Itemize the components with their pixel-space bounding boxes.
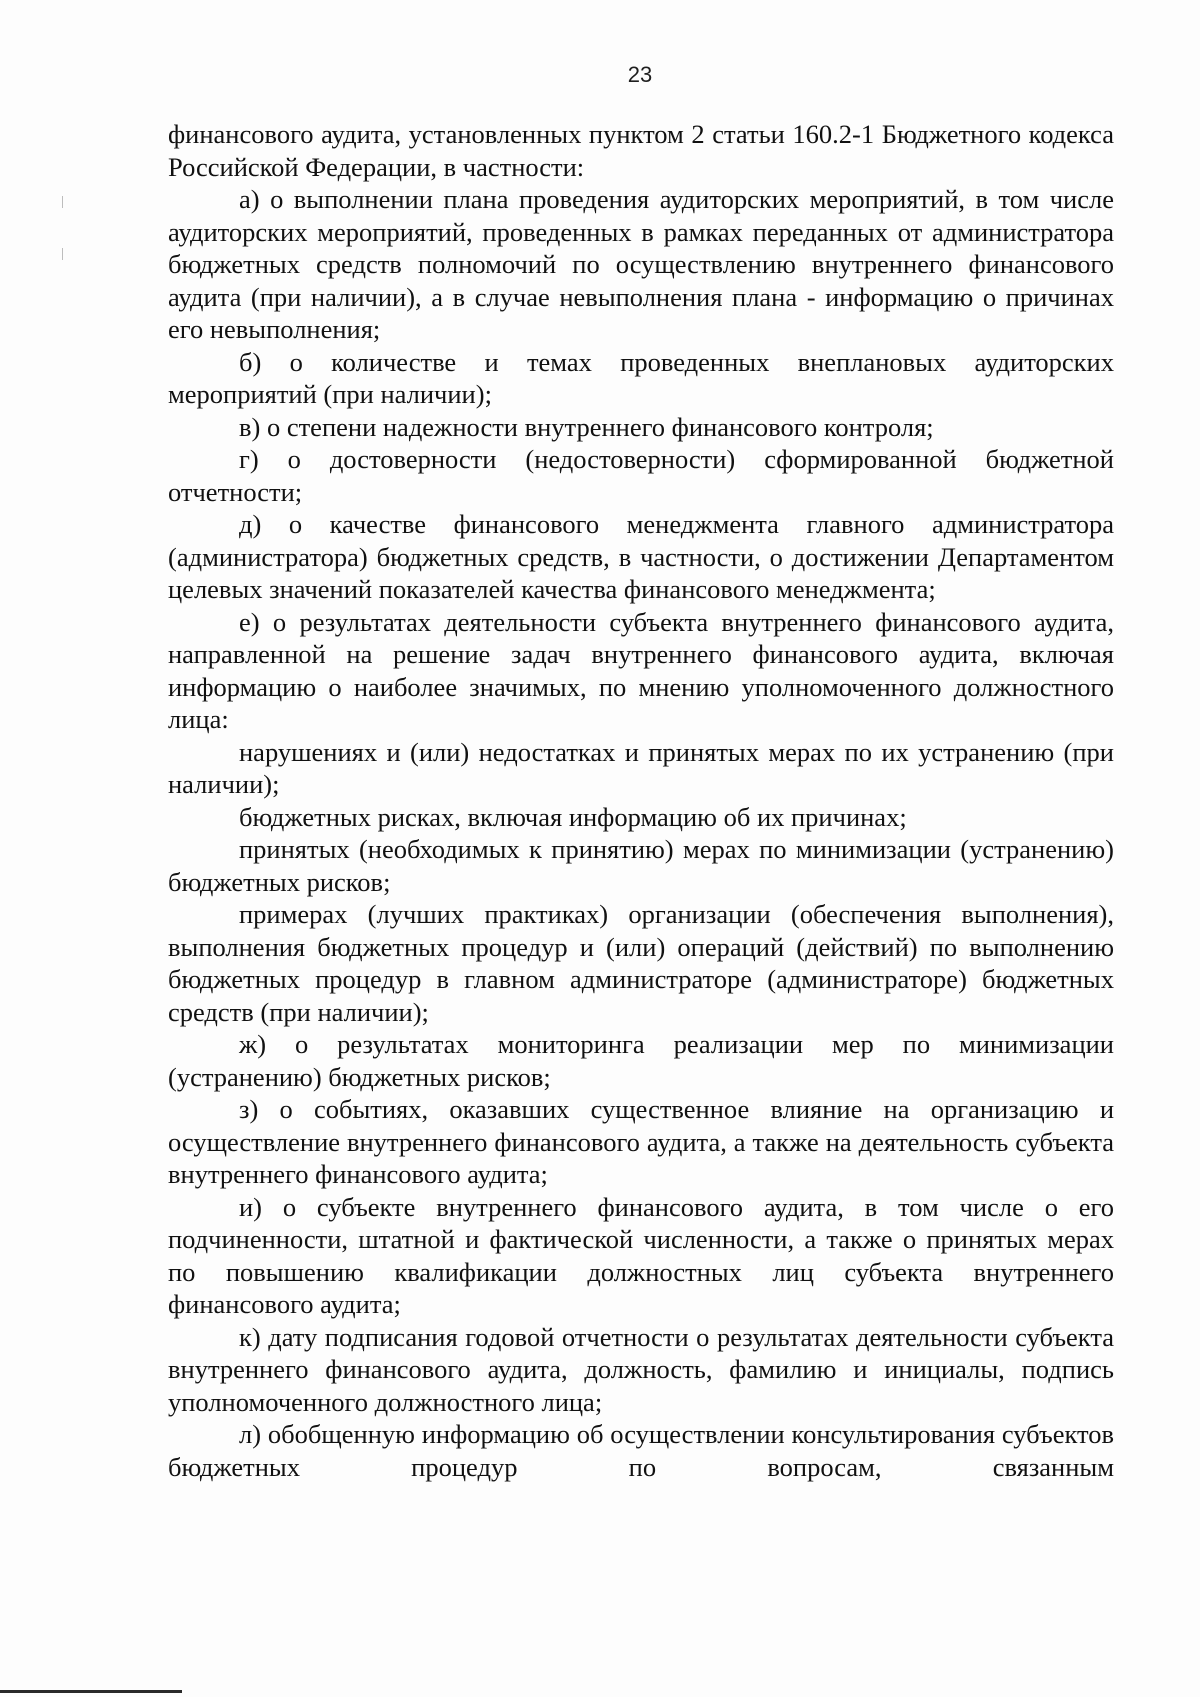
paragraph-item-b: б) о количестве и темах проведенных внеплановых аудиторских мероприятий (при наличии);	[168, 346, 1114, 409]
scan-mark	[62, 196, 63, 208]
paragraph-item-zh: ж) о результатах мониторинга реализации мер по минимизации (устранению) бюджетных рисков;	[168, 1029, 1114, 1092]
paragraph-item-v: в) о степени надежности внутреннего финансового контроля;	[239, 411, 934, 442]
paragraph-subitem-violations: нарушениях и (или) недостатках и принятых мерах по их устранению (при наличии);	[168, 736, 1114, 799]
paragraph-item-i: и) о субъекте внутреннего финансового аудита, в том числе о его подчиненности, штатной и фактической численности, а также о принятых мерах по повышению квалификации должностных лиц субъекта внутреннего финансового аудита;	[168, 1191, 1114, 1319]
document-body	[168, 118, 1114, 1483]
paragraph-item-l: л) обобщенную информацию об осуществлении консультирования субъектов бюджетных процедур по вопросам, связанным	[168, 1419, 1114, 1482]
page-number: 23	[627, 62, 653, 87]
paragraph-subitem-risks: бюджетных рисках, включая информацию об их причинах;	[239, 801, 907, 832]
paragraph-continuation: финансового аудита, установленных пунктом 2 статьи 160.2-1 Бюджетного кодекса Российской Федерации, в частности:	[168, 119, 1114, 182]
paragraph-item-k: к) дату подписания годовой отчетности о результатах деятельности субъекта внутреннего финансового аудита, должность, фамилию и инициалы, подпись уполномоченного должностного лица;	[168, 1321, 1114, 1417]
paragraph-item-d: д) о качестве финансового менеджмента главного администратора (администратора) бюджетных средств, в частности, о достижении Департаментом целевых значений показателей качества финансового менеджмента;	[168, 509, 1114, 604]
scan-mark	[62, 248, 63, 260]
paragraph-subitem-practices: примерах (лучших практиках) организации (обеспечения выполнения), выполнения бюджетных процедур и (или) операций (действий) по выполнению бюджетных процедур в главном администраторе (администраторе) бюджетных средств (при наличии);	[168, 899, 1114, 1027]
paragraph-subitem-measures: принятых (необходимых к принятию) мерах по минимизации (устранению) бюджетных рисков;	[168, 834, 1114, 897]
paragraph-item-g: г) о достоверности (недостоверности) сформированной бюджетной отчетности;	[168, 444, 1114, 507]
scan-edge-line	[0, 1690, 182, 1693]
paragraph-item-a: а) о выполнении плана проведения аудиторских мероприятий, в том числе аудиторских мероприятий, проведенных в рамках переданных от администратора бюджетных средств полномочий по осуществлению внутреннего финансового аудита (при наличии), а в случае невыполнения плана - информацию о причинах его невыполнения;	[168, 184, 1114, 344]
paragraph-item-z: з) о событиях, оказавших существенное влияние на организацию и осуществление внутреннего финансового аудита, а также на деятельность субъекта внутреннего финансового аудита;	[168, 1094, 1114, 1189]
paragraph-item-e: е) о результатах деятельности субъекта внутреннего финансового аудита, направленной на решение задач внутреннего финансового аудита, включая информацию о наиболее значимых, по мнению уполномоченного должностного лица:	[168, 606, 1114, 734]
